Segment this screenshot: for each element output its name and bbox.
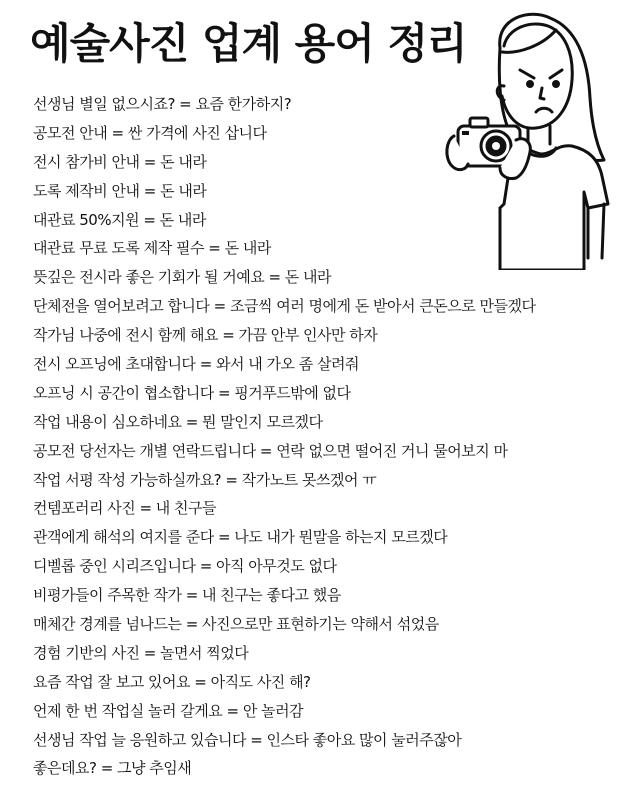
- list-item: 디벨롭 중인 시리즈입니다 = 아직 아무것도 없다: [33, 557, 337, 576]
- list-item: 매체간 경계를 넘나드는 = 사진으로만 표현하기는 약해서 섞었음: [33, 615, 439, 634]
- list-item: 비평가들이 주목한 작가 = 내 친구는 좋다고 했음: [33, 586, 341, 605]
- list-item: 관객에게 해석의 여지를 준다 = 나도 내가 뭔말을 하는지 모르겠다: [33, 528, 448, 547]
- list-item: 공모전 안내 = 싼 가격에 사진 삽니다: [33, 123, 267, 142]
- list-item: 대관료 무료 도록 제작 필수 = 돈 내라: [33, 239, 271, 258]
- list-item: 작업 서평 작성 가능하실까요? = 작가노트 못쓰겠어 ㅠ: [33, 470, 377, 489]
- list-item: 도록 제작비 안내 = 돈 내라: [33, 181, 207, 200]
- list-item: 요즘 작업 잘 보고 있어요 = 아직도 사진 해?: [33, 672, 311, 691]
- term-list: [33, 90, 535, 783]
- list-item: 좋은데요? = 그냥 추임새: [33, 759, 192, 778]
- list-item: 선생님 작업 늘 응원하고 있습니다 = 인스타 좋아요 많이 눌러주잖아: [33, 730, 462, 749]
- list-item: 공모전 당선자는 개별 연락드립니다 = 연락 없으면 떨어진 거니 물어보지 마: [33, 441, 508, 460]
- list-item: 전시 참가비 안내 = 돈 내라: [33, 152, 207, 171]
- page-title: 예술사진 업계 용어 정리: [30, 19, 467, 68]
- list-item: 단체전을 열어보려고 합니다 = 조금씩 여러 명에게 돈 받아서 큰돈으로 만들겠다: [33, 297, 536, 316]
- list-item: 작업 내용이 심오하네요 = 뭔 말인지 모르겠다: [33, 412, 323, 431]
- list-item: 대관료 50%지원 = 돈 내라: [33, 210, 206, 229]
- list-item: 전시 오프닝에 초대합니다 = 와서 내 가오 좀 살려줘: [33, 355, 360, 374]
- list-item: 오프닝 시 공간이 협소합니다 = 핑거푸드밖에 없다: [33, 383, 351, 402]
- list-item: 선생님 별일 없으시죠? = 요즘 한가하지?: [33, 95, 292, 113]
- list-item: 언제 한 번 작업실 놀러 갈게요 = 안 놀러감: [33, 701, 304, 720]
- list-item: 경험 기반의 사진 = 놀면서 찍었다: [33, 643, 249, 662]
- list-item: 뜻깊은 전시라 좋은 기회가 될 거예요 = 돈 내라: [33, 268, 332, 287]
- list-item: 작가님 나중에 전시 함께 해요 = 가끔 안부 인사만 하자: [33, 326, 378, 345]
- list-item: 컨템포러리 사진 = 내 친구들: [33, 499, 217, 518]
